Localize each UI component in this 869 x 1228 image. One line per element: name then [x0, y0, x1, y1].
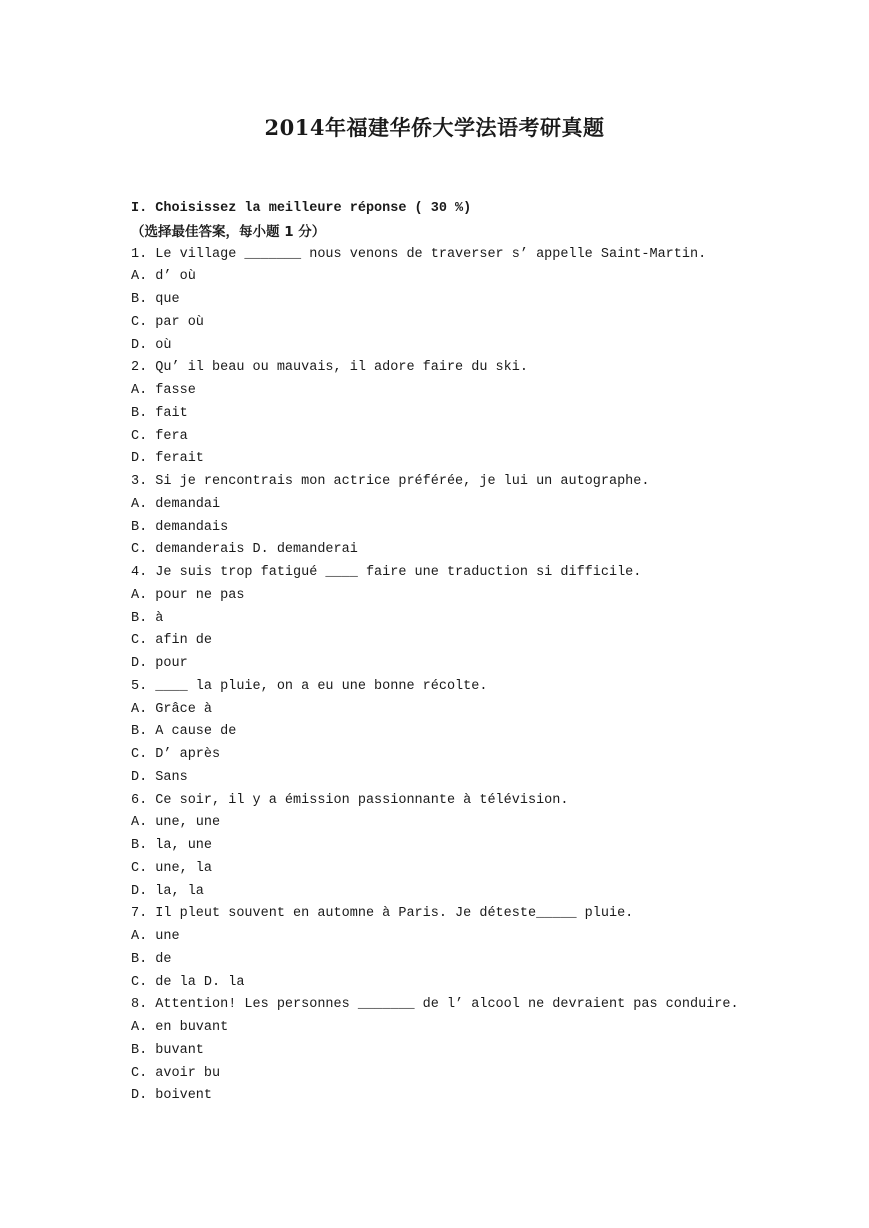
- answer-option: D. pour: [131, 656, 188, 671]
- answer-option: D. où: [131, 337, 172, 353]
- answer-option: C. avoir bu: [131, 1065, 221, 1081]
- page-title: 2014年福建华侨大学法语考研真题: [264, 115, 605, 140]
- answer-option: B. à: [131, 610, 164, 626]
- answer-option: C. de la D. la: [131, 974, 245, 990]
- section-heading: I. Choisissez la meilleure réponse ( 30 %): [131, 201, 472, 216]
- answer-option: C. fera: [131, 428, 188, 444]
- answer-option: A. fasse: [131, 383, 196, 398]
- question-stem: 1. Le village _______ nous venons de traverser s’ appelle Saint-Martin.: [131, 246, 707, 262]
- answer-option: B. fait: [131, 405, 188, 421]
- answer-option: A. d’ où: [131, 269, 196, 285]
- section-note: （选择最佳答案，每小题 1 分）: [131, 223, 326, 240]
- question-stem: 2. Qu’ il beau ou mauvais, il adore faire du ski.: [131, 360, 528, 376]
- question-stem: 6. Ce soir, il y a émission passionnante à télévision.: [131, 792, 569, 808]
- answer-option: D. Sans: [131, 769, 188, 785]
- answer-option: B. buvant: [131, 1042, 204, 1058]
- answer-option: A. Grâce à: [131, 701, 213, 717]
- question-stem: 5. ____ la pluie, on a eu une bonne récolte.: [131, 678, 488, 694]
- answer-option: C. demanderais D. demanderai: [131, 542, 358, 558]
- question-stem: 3. Si je rencontrais mon actrice préférée, je lui un autographe.: [131, 474, 650, 489]
- exam-content: [131, 198, 831, 1108]
- answer-option: C. une, la: [131, 860, 213, 876]
- answer-option: D. ferait: [131, 451, 204, 467]
- answer-option: B. la, une: [131, 838, 213, 853]
- answer-option: D. la, la: [131, 883, 204, 899]
- answer-option: B. que: [131, 292, 180, 307]
- answer-option: A. pour ne pas: [131, 587, 245, 603]
- answer-option: D. boivent: [131, 1088, 213, 1104]
- question-stem: 8. Attention! Les personnes _______ de l’ alcool ne devraient pas conduire.: [131, 997, 739, 1013]
- answer-option: A. demandai: [131, 496, 221, 512]
- question-stem: 7. Il pleut souvent en automne à Paris. Je déteste_____ pluie.: [131, 906, 634, 922]
- answer-option: A. une: [131, 929, 180, 944]
- answer-option: B. demandais: [131, 519, 229, 535]
- answer-option: C. par où: [131, 314, 204, 330]
- answer-option: B. de: [131, 951, 172, 967]
- question-stem: 4. Je suis trop fatigué ____ faire une traduction si difficile.: [131, 565, 642, 580]
- answer-option: B. A cause de: [131, 724, 237, 740]
- answer-option: A. en buvant: [131, 1020, 229, 1035]
- answer-option: A. une, une: [131, 815, 221, 831]
- answer-option: C. D’ après: [131, 747, 221, 762]
- question-list: [131, 244, 831, 1109]
- answer-option: C. afin de: [131, 633, 213, 649]
